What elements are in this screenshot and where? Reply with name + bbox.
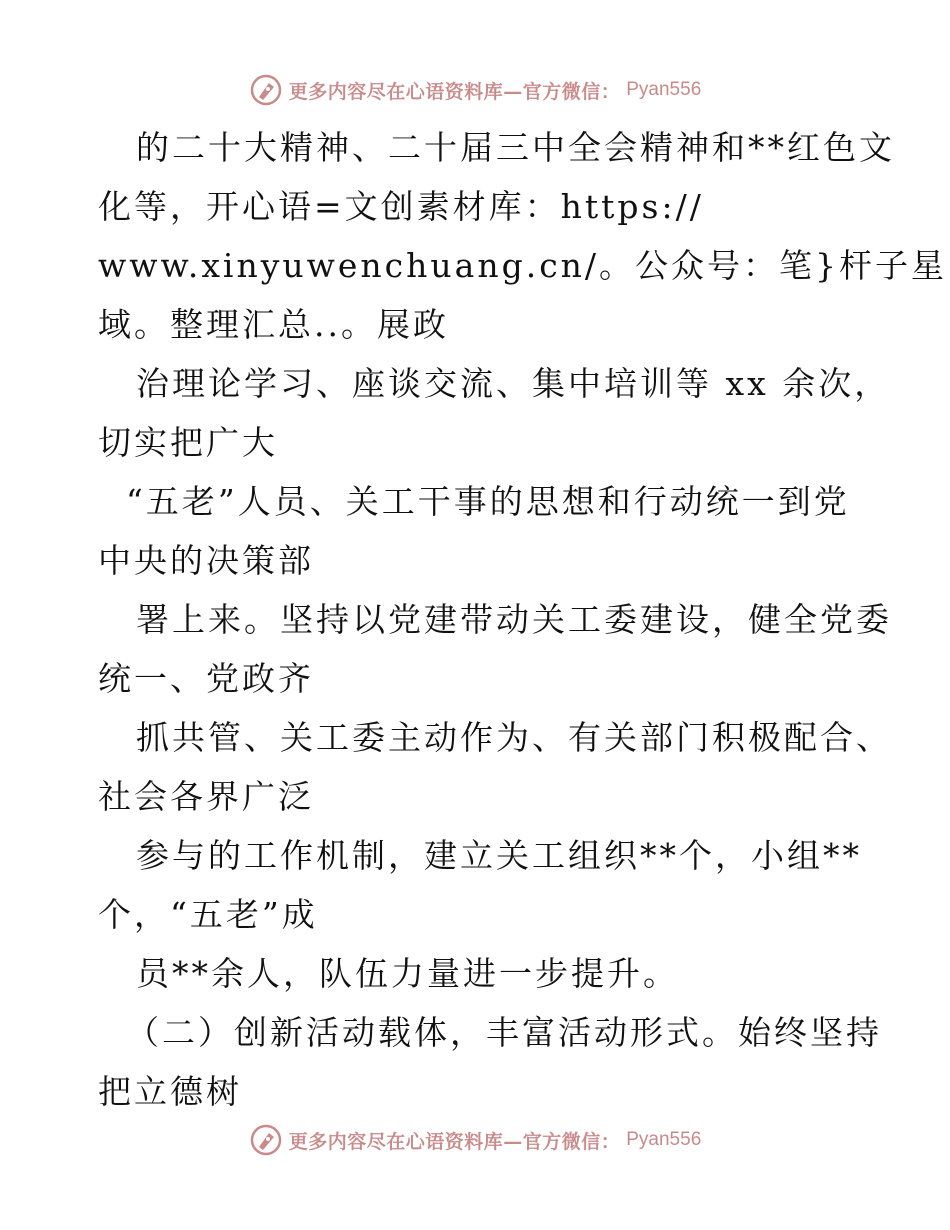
header-banner-handle: Pyan556 [626, 79, 702, 100]
body-line: 社会各界广泛 [98, 777, 314, 816]
body-line: 域。整理汇总..。展政 [98, 305, 449, 344]
body-line: 化等，开心语=文创素材库：https:// [98, 187, 704, 226]
body-line: 统一、党政齐 [98, 659, 314, 698]
document-body [98, 118, 948, 1121]
body-line: 署上来。坚持以党建带动关工委建设，健全党委 [136, 600, 892, 639]
body-line: www.xinyuwenchuang.cn/。公众号：笔}杆子星 [98, 246, 948, 285]
body-line: 个，“五老”成 [98, 895, 318, 934]
body-line: （二）创新活动载体，丰富活动形式。始终坚持 [126, 1013, 882, 1052]
body-line: 治理论学习、座谈交流、集中培训等 xx 余次， [136, 364, 891, 403]
header-banner-text: 更多内容尽在心语资料库—官方微信： [288, 80, 621, 103]
body-line: 中央的决策部 [98, 541, 314, 580]
body-line: 抓共管、关工委主动作为、有关部门积极配合、 [136, 718, 892, 757]
pen-nib-logo-icon [249, 73, 283, 107]
pen-nib-logo-icon [249, 1123, 283, 1157]
footer-banner [0, 1120, 950, 1160]
body-line: 参与的工作机制，建立关工组织**个，小组** [136, 836, 862, 875]
body-line: 的二十大精神、二十届三中全会精神和**红色文 [136, 128, 895, 167]
body-line: 把立德树 [98, 1072, 242, 1111]
body-line: 切实把广大 [98, 423, 278, 462]
header-banner [0, 70, 950, 110]
body-line: 员**余人，队伍力量进一步提升。 [136, 954, 679, 993]
footer-banner-text: 更多内容尽在心语资料库—官方微信： [288, 1130, 621, 1153]
body-line: “五老”人员、关工干事的思想和行动统一到党 [126, 482, 850, 521]
footer-banner-handle: Pyan556 [626, 1129, 702, 1150]
